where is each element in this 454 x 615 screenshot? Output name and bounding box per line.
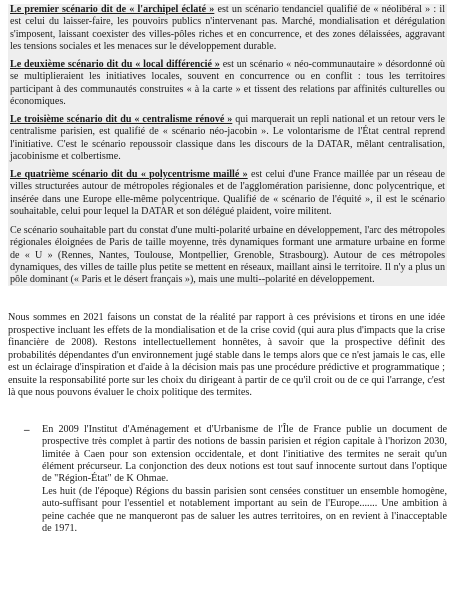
scenario-quatrieme-title: Le quatrième scénario dit du « polycentrisme maillé » (10, 169, 248, 180)
scenarios-box (8, 4, 447, 286)
scenario-deuxieme-text: est un scénario « néo-communautaire » désordonné où se multiplieraient les initiatives locales, souvent en concurrence ou en conflit : tous les territoires participant à des communautés construites « à la carte » et tissent des relations par affinités culturelles ou économiques. (10, 59, 445, 107)
scenario-conclusion-paragraph: Ce scénario souhaitable part du constat d'une multi-polarité urbaine en développement, l'arc des métropoles régionales éloignées de Paris de taille moyenne, très dynamiques formant une armature urbaine en forme de « U » (Rennes, Nantes, Toulouse, Montpellier, Grenoble, Strasbourg). Autour de ces métropoles dynamiques, des villes de taille plus petite se mettent en réseaux, maillant ainsi le territoire. Il n'y a plus un pôle dominant (« Paris et le désert français »), mais une multi--polarité en développement. (10, 225, 445, 285)
list-item-paragraph-1: En 2009 l'Institut d'Aménagement et d'Urbanisme de l'Île de France publie un document de prospective très complet à partir des notions de bassin parisien et région capitale à l'horizon 2030, limitée à Caen pour son extension occidentale, et dont l'initiative des termites ne serait qu'un élément précurseur. La conjonction des deux notions est tout sauf innocente surtout dans l'optique de "Région-État" de K Ohmae. (42, 423, 447, 485)
section-spacer (8, 286, 447, 312)
dash-bullet-icon: – (24, 423, 30, 436)
scenario-quatrieme-text: est celui d'une France maillée par un réseau de villes structurées autour de métropoles régionales et de l'agglomération parisienne, donc polycentrique, et insérée dans une Europe elle-même polycentrique. Qualifié de « scénario de l'équité », il est le scénario souhaitable, celui pour lequel la DATAR et son délégué plaident, voire militent. (10, 169, 445, 217)
scenario-premier-text: est un scénario tendanciel qualifié de « néolibéral » : il est celui du laisser-faire, les pouvoirs publics n'intervenant pas. Marché, mondialisation et dérégulation s'imposent, laissant coexister des villes-pôles riches et en concurrence, et des zones délaissées, aggravant les tensions sociales et les menaces sur le développement durable. (10, 4, 445, 52)
section-spacer (8, 400, 447, 424)
document-page (8, 4, 447, 535)
scenario-troisieme-text: qui marquerait un repli national et un retour vers le centralisme parisien, est qualifié de « scénario néo-jacobin ». Le volontarisme de l'État central reprend l'initiative. C'est le scénario repoussoir classique dans les discours de la DATAR, mêlant centralisation, jacobinisme et colbertisme. (10, 114, 445, 162)
scenario-troisieme-paragraph (10, 114, 445, 163)
scenario-deuxieme-paragraph (10, 59, 445, 108)
analysis-paragraph: Nous sommes en 2021 faisons un constat de la réalité par rapport à ces prévisions et tirons en une idée prospective incluant les effets de la mondialisation et de la crise covid (qui aura plus d'impacts que la crise financière de 2008). Restons intellectuellement honnêtes, à savoir que la prospective définit des probabilités dépendantes d'un environnement jugé stable dans le temps alors que ce n'est jamais le cas, elle est un éclairage d'inspiration et d'aide à la décision mais pas une procédure prédictive et programmatique ; ensuite la responsabilité porte sur les choix du dirigeant à partir de ce qu'il croit ou de ce qui l'arrange, c'est là que nous pouvons évaluer le choix politique des termites. (8, 312, 445, 399)
list-item-paragraph-2: Les huit (de l'époque) Régions du bassin parisien sont censées constituer un ensemble homogène, auto-suffisant pour l'essentiel et notablement important au sein de l'Europe....... Une ambition à peine cachée que ne manqueront pas de saluer les autres territoires, on en revient à l'inacceptable de 1971. (42, 485, 447, 534)
scenario-premier-paragraph (10, 4, 445, 53)
scenario-quatrieme-paragraph (10, 169, 445, 218)
scenario-premier-title: Le premier scénario dit de « l'archipel éclaté » (10, 4, 215, 15)
scenario-troisieme-title: Le troisième scénario dit du « centralisme rénové » (10, 114, 233, 125)
list-item (8, 424, 447, 536)
scenario-deuxieme-title: Le deuxième scénario dit du « local différencié » (10, 59, 220, 70)
